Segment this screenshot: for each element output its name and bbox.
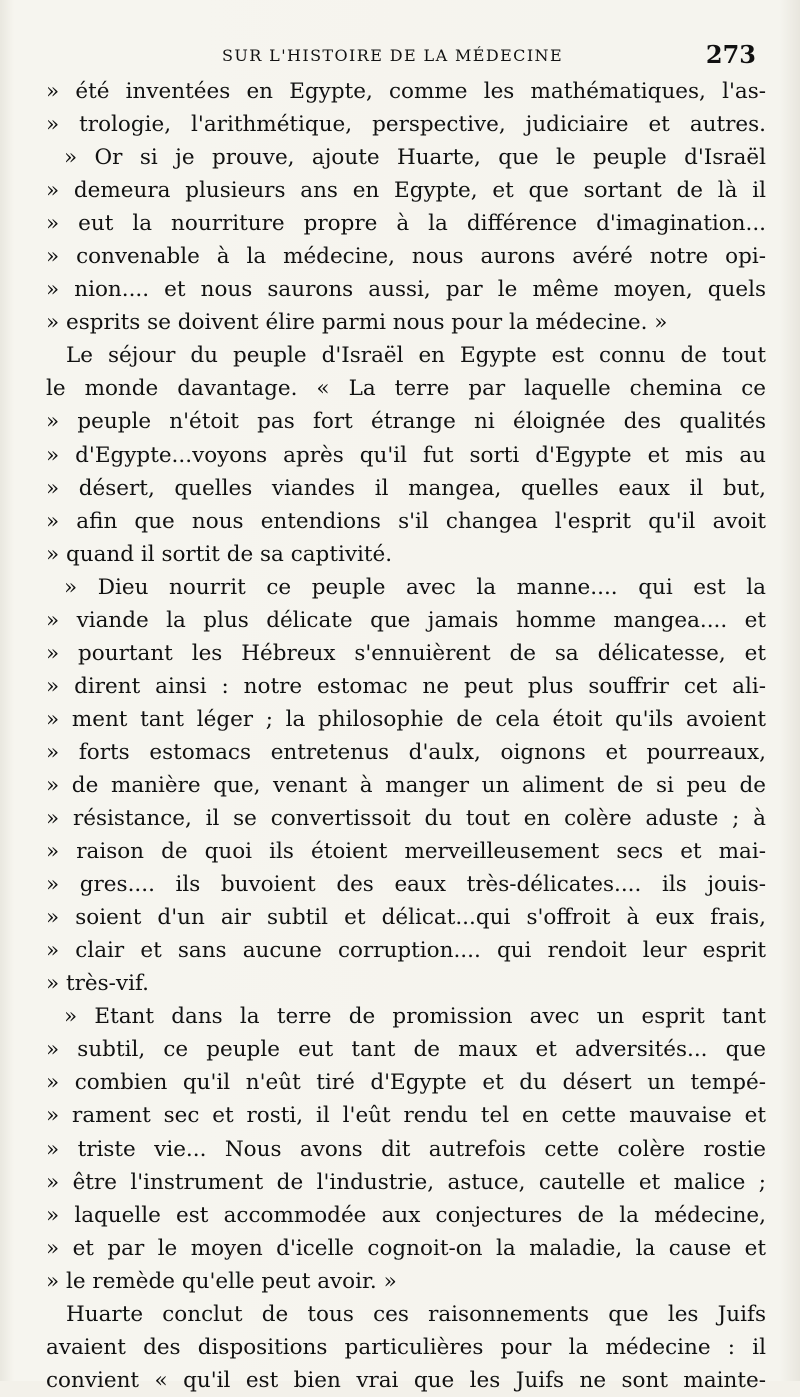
text-line: » d'Egypte...voyons après qu'il fut sorti d'Egypte et mis au: [46, 442, 766, 468]
text-line: avaient des dispositions particulières pour la médecine : il: [46, 1334, 766, 1360]
text-line: » de manière que, venant à manger un aliment de si peu de: [46, 772, 766, 798]
text-line: » raison de quoi ils étoient merveilleusement secs et mai-: [46, 839, 766, 865]
text-line: » et par le moyen d'icelle cognoit-on la maladie, la cause et: [46, 1235, 766, 1261]
text-line: » être l'instrument de l'industrie, astuce, cautelle et malice ;: [46, 1169, 766, 1195]
text-line: » peuple n'étoit pas fort étrange ni éloignée des qualités: [46, 409, 766, 435]
body-text: [46, 75, 766, 1397]
text-line: Le séjour du peuple d'Israël en Egypte est connu de tout: [66, 343, 766, 369]
text-line: » Dieu nourrit ce peuple avec la manne.... qui est la: [64, 574, 766, 600]
text-line: » Etant dans la terre de promission avec un esprit tant: [64, 1004, 766, 1030]
text-line: » combien qu'il n'eût tiré d'Egypte et du désert un tempé-: [46, 1070, 766, 1096]
text-line: » forts estomacs entretenus d'aulx, oignons et pourreaux,: [46, 739, 766, 765]
text-line: » rament sec et rosti, il l'eût rendu tel en cette mauvaise et: [46, 1103, 766, 1129]
text-line: » dirent ainsi : notre estomac ne peut plus souffrir cet ali-: [46, 673, 766, 699]
text-line: » le remède qu'elle peut avoir. »: [46, 1268, 397, 1294]
text-line: » eut la nourriture propre à la différence d'imagination...: [46, 211, 766, 237]
text-line: » nion.... et nous saurons aussi, par le même moyen, quels: [46, 277, 766, 303]
text-line: le monde davantage. « La terre par laquelle chemina ce: [46, 376, 766, 402]
text-line: » subtil, ce peuple eut tant de maux et adversités... que: [46, 1037, 766, 1063]
text-line: » triste vie... Nous avons dit autrefois cette colère rostie: [46, 1136, 766, 1162]
text-line: » pourtant les Hébreux s'ennuièrent de sa délicatesse, et: [46, 640, 766, 666]
text-line: convient « qu'il est bien vrai que les Juifs ne sont mainte-: [46, 1367, 766, 1393]
text-line: » viande la plus délicate que jamais homme mangea.... et: [46, 607, 766, 633]
text-line: » laquelle est accommodée aux conjectures de la médecine,: [46, 1202, 766, 1228]
text-line: » esprits se doivent élire parmi nous pour la médecine. »: [46, 310, 668, 336]
text-line: Huarte conclut de tous ces raisonnements que les Juifs: [66, 1301, 766, 1327]
text-line: » afin que nous entendions s'il changea l'esprit qu'il avoit: [46, 508, 766, 534]
text-line: » Or si je prouve, ajoute Huarte, que le peuple d'Israël: [64, 145, 766, 171]
running-head: SUR L'HISTOIRE DE LA MÉDECINE: [222, 46, 564, 65]
text-line: » très-vif.: [46, 971, 149, 997]
page-header: [60, 36, 760, 76]
text-line: » gres.... ils buvoient des eaux très-délicates.... ils jouis-: [46, 872, 766, 898]
text-line: » ment tant léger ; la philosophie de cela étoit qu'ils avoient: [46, 706, 766, 732]
page-number: 273: [705, 40, 756, 69]
text-line: » quand il sortit de sa captivité.: [46, 541, 393, 567]
text-line: » soient d'un air subtil et délicat...qui s'offroit à eux frais,: [46, 905, 766, 931]
text-line: » résistance, il se convertissoit du tout en colère aduste ; à: [46, 806, 766, 832]
text-line: » convenable à la médecine, nous aurons avéré notre opi-: [46, 244, 766, 270]
text-line: » demeura plusieurs ans en Egypte, et que sortant de là il: [46, 178, 766, 204]
text-line: » désert, quelles viandes il mangea, quelles eaux il but,: [46, 475, 766, 501]
text-line: » clair et sans aucune corruption.... qui rendoit leur esprit: [46, 938, 766, 964]
text-line: » été inventées en Egypte, comme les mathématiques, l'as-: [46, 79, 766, 104]
text-line: » trologie, l'arithmétique, perspective, judiciaire et autres.: [46, 112, 766, 138]
